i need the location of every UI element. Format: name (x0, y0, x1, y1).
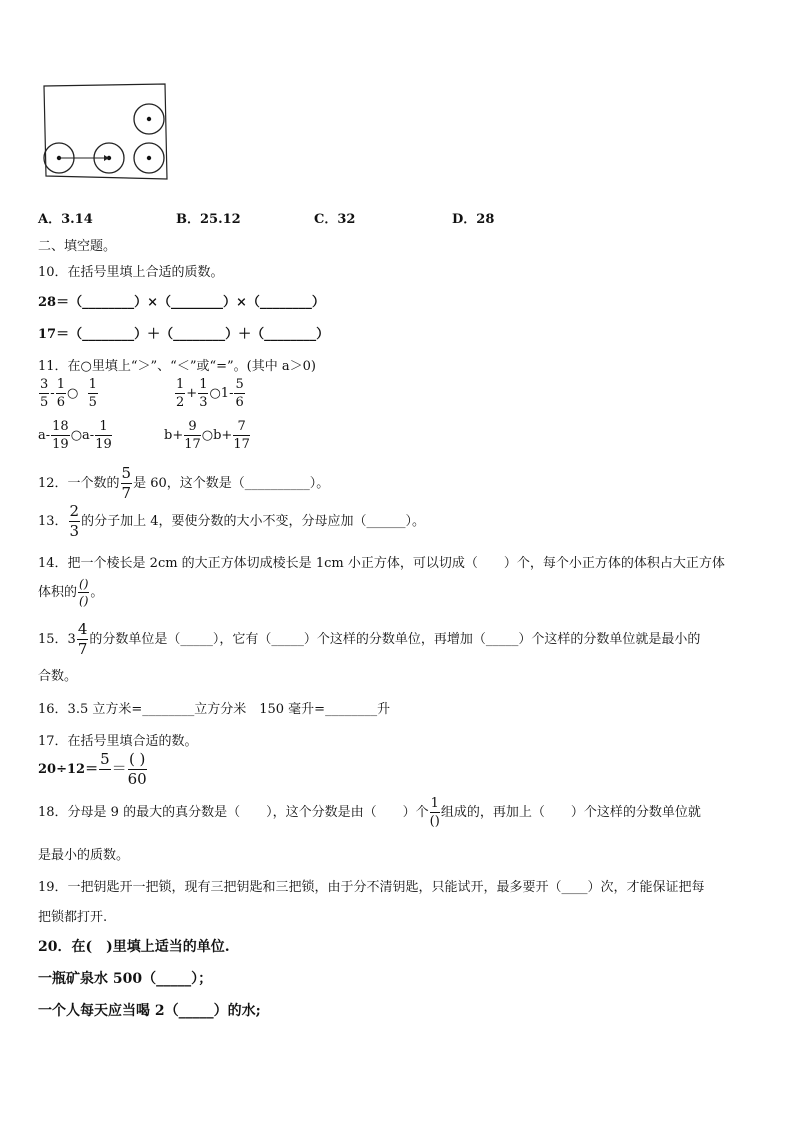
q13: 13． $\frac{2}{3}$ 的分子加上 4，要使分数的大小不变，分母应加（______）。 (38, 502, 425, 540)
q14-line2: 体积的 $\frac{()}{()}$ 。 (38, 577, 104, 608)
option-d: D．28 (452, 212, 495, 227)
q20-title: 20．在( )里填上适当的单位. (38, 939, 230, 955)
option-c: C．32 (314, 212, 356, 227)
option-a: A．3.14 (38, 212, 93, 227)
q18-line2: 是最小的质数。 (38, 848, 130, 863)
circles-figure (38, 80, 178, 190)
q11-expr3: a- $\frac{18}{19}$ ○a- $\frac{1}{19}$ (38, 419, 112, 452)
q20-line1: 一瓶矿泉水 500（_____）； (38, 971, 213, 987)
q17-expr: 20÷12＝ 5 ＝ $\frac{( )}{60}$ (38, 750, 147, 788)
q11-expr1: $\frac{3}{5}$ - $\frac{1}{6}$ ○ $\frac{1}{5}$ (40, 377, 97, 410)
q17-title: 17．在括号里填合适的数。 (38, 734, 198, 749)
q14-line1: 14．把一个棱长是 2cm 的大正方体切成棱长是 1cm 小正方体，可以切成（ ）个，每个小正方体的体积占大正方体 (38, 556, 725, 571)
q11-title: 11．在○里填上“＞”、“＜”或“=”。(其中 a＞0) (38, 359, 316, 374)
q10-line2: 17＝（________）＋（________）＋（________） (38, 327, 330, 342)
section-heading: 二、填空题。 (38, 239, 117, 254)
q20-line2: 一个人每天应当喝 2（_____）的水; (38, 1003, 261, 1019)
q18-line1: 18．分母是 9 的最大的真分数是（ ），这个分数是由（ ）个 $\frac{1}{()}$ 组成的，再加上（ ）个这样的分数单位就 (38, 796, 701, 829)
q11-expr2: $\frac{1}{2}$ + $\frac{1}{3}$ ○1- $\frac{5}{6}$ (176, 377, 244, 410)
q10-line1: 28＝（________）×（________）×（________） (38, 295, 325, 310)
q10-title: 10．在括号里填上合适的质数。 (38, 265, 224, 280)
q15-line2: 合数。 (38, 669, 78, 684)
q11-expr4: b+ $\frac{9}{17}$ ○b+ $\frac{7}{17}$ (164, 419, 250, 452)
q15-line1: 15．3 $\frac{4}{7}$ 的分数单位是（_____），它有（_____）个这样的分数单位，再增加（_____）个这样的分数单位就是最小的 (38, 620, 701, 658)
q19-line1: 19．一把钥匙开一把锁，现有三把钥匙和三把锁，由于分不清钥匙，只能试开，最多要开（____）次，才能保证把每 (38, 880, 705, 895)
q12: 12．一个数的 $\frac{5}{7}$ 是 60，这个数是（__________）。 (38, 464, 330, 502)
option-b: B．25.12 (176, 212, 241, 227)
q19-line2: 把锁都打开. (38, 910, 108, 925)
q16: 16．3.5 立方米=________立方分米 150 毫升=________升 (38, 702, 391, 717)
